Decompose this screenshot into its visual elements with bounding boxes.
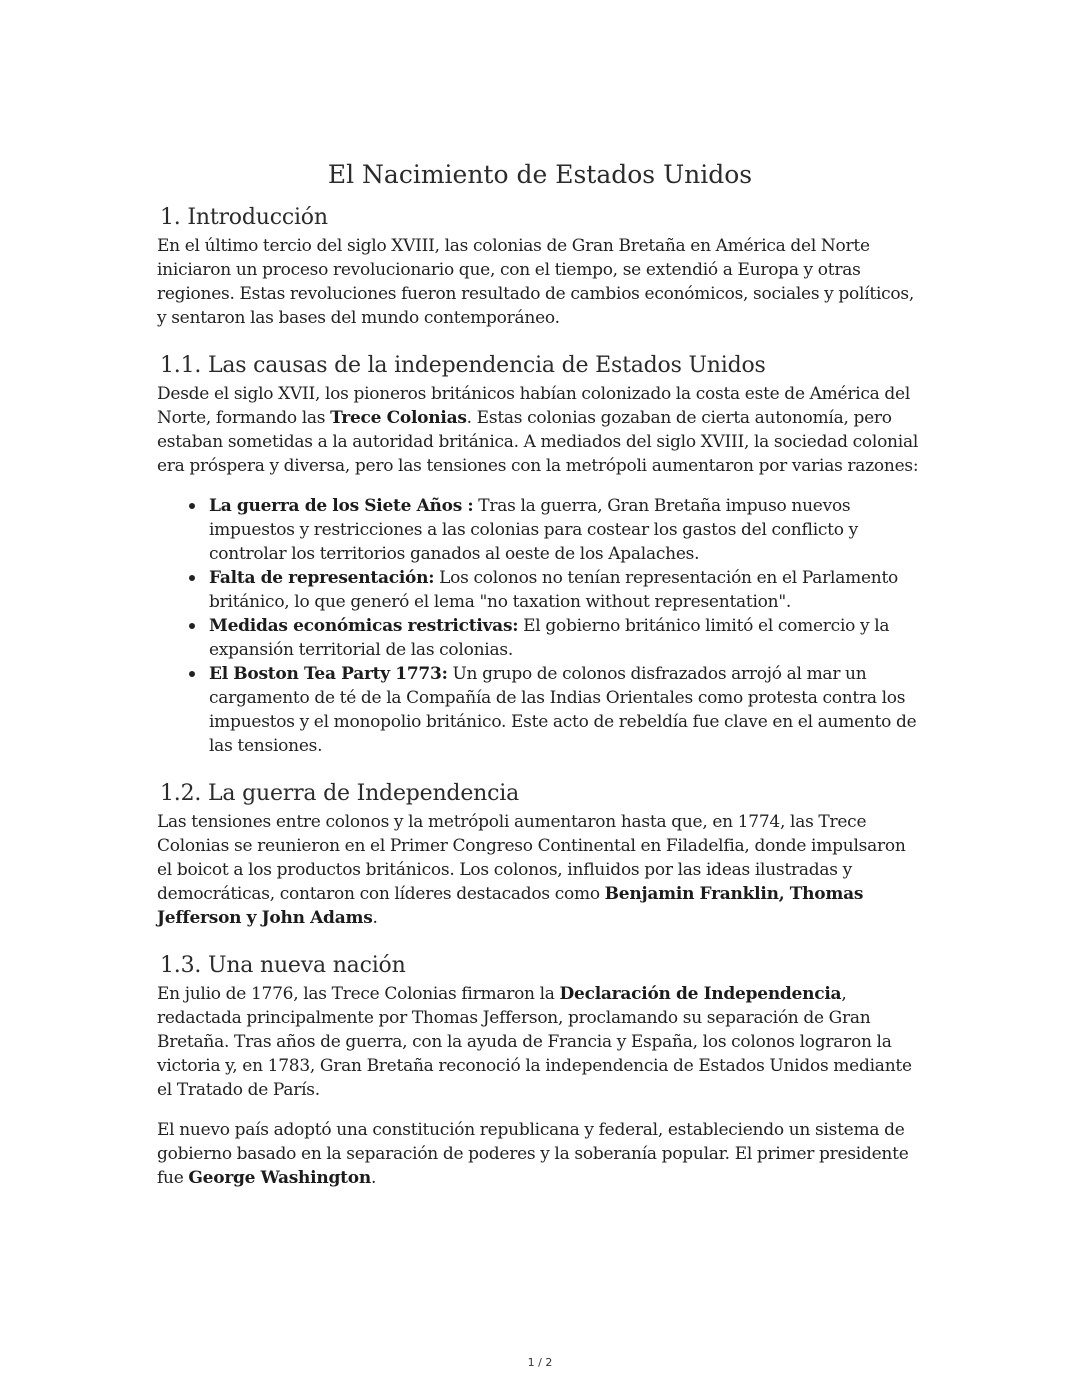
list-item	[209, 566, 923, 614]
list-item-text: Los colonos no tenían representación en el Parlamento británico, lo que generó el lema "no taxation without representation".	[209, 568, 899, 612]
list-item-title: El Boston Tea Party 1773:	[209, 664, 448, 684]
intro-paragraph: En el último tercio del siglo XVIII, las colonias de Gran Bretaña en América del Norte iniciaron un proceso revolucionario que, con el tiempo, se extendió a Europa y otras regiones. Estas revoluciones fueron resultado de cambios económicos, sociales y políticos, y sentaron las bases del mundo contemporáneo.	[157, 236, 915, 328]
causes-list	[157, 494, 923, 758]
section-causes	[157, 352, 923, 758]
war-text-after: .	[372, 908, 378, 928]
list-item-text: El gobierno británico limitó el comercio y la expansión territorial de las colonias.	[209, 616, 890, 660]
section-heading-war: 1.2. La guerra de Independencia	[160, 781, 519, 806]
war-paragraph	[157, 810, 923, 930]
nation-paragraph-2	[157, 1118, 923, 1190]
bullet-icon	[189, 671, 195, 677]
causes-paragraph	[157, 382, 923, 478]
list-item-title: La guerra de los Siete Años :	[209, 496, 474, 516]
list-item-title: Falta de representación:	[209, 568, 435, 588]
section-war	[157, 780, 923, 930]
list-item	[209, 662, 923, 758]
nation-p2-before: El nuevo país adoptó una constitución republicana y federal, estableciendo un sistema de gobierno basado en la separación de poderes y la soberanía popular. El primer presidente fue	[157, 1120, 909, 1188]
war-text-before: Las tensiones entre colonos y la metrópoli aumentaron hasta que, en 1774, las Trece Colonias se reunieron en el Primer Congreso Continental en Filadelfia, donde impulsaron el boicot a los productos británicos. Los colonos, influidos por las ideas ilustradas y democráticas, contaron con líderes destacados como	[157, 812, 906, 904]
causes-text-after: . Estas colonias gozaban de cierta autonomía, pero estaban sometidas a la autoridad británica. A mediados del siglo XVIII, la sociedad colonial era próspera y diversa, pero las tensiones con la metrópoli aumentaron por varias razones:	[157, 408, 919, 476]
nation-p2-after: .	[370, 1168, 377, 1188]
nation-paragraph-1	[157, 982, 923, 1102]
section-heading-introduction: 1. Introducción	[160, 205, 328, 230]
causes-text-bold: Trece Colonias	[330, 408, 467, 428]
section-introduction	[157, 204, 923, 330]
document-page	[157, 158, 923, 1190]
war-text-bold: Benjamin Franklin, Thomas Jefferson y John Adams	[157, 884, 864, 928]
bullet-icon	[189, 623, 195, 629]
list-item-text: Un grupo de colonos disfrazados arrojó al mar un cargamento de té de la Compañía de las Indias Orientales como protesta contra los impuestos y el monopolio británico. Este acto de rebeldía fue clave en el aumento de las tensiones.	[209, 664, 917, 756]
list-item-title: Medidas económicas restrictivas:	[209, 616, 519, 636]
bullet-icon	[189, 503, 195, 509]
nation-p2-bold: George Washington	[188, 1168, 371, 1188]
nation-p1-after: , redactada principalmente por Thomas Jefferson, proclamando su separación de Gran Bretaña. Tras años de guerra, con la ayuda de Francia y España, los colonos lograron la victoria y, en 1783, Gran Bretaña reconoció la independencia de Estados Unidos mediante el Tratado de París.	[157, 984, 912, 1100]
causes-text-before: Desde el siglo XVII, los pioneros británicos habían colonizado la costa este de América del Norte, formando las	[157, 384, 911, 428]
nation-p1-bold: Declaración de Independencia	[559, 984, 842, 1004]
nation-p1-before: En julio de 1776, las Trece Colonias firmaron la	[157, 984, 560, 1004]
section-heading-nation: 1.3. Una nueva nación	[160, 953, 406, 978]
list-item	[209, 494, 923, 566]
list-item	[209, 614, 923, 662]
page-indicator: 1 / 2	[527, 1356, 553, 1369]
document-title: El Nacimiento de Estados Unidos	[327, 160, 753, 189]
section-nation	[157, 952, 923, 1190]
list-item-text: Tras la guerra, Gran Bretaña impuso nuevos impuestos y restricciones a las colonias para costear los gastos del conflicto y controlar los territorios ganados al oeste de los Apalaches.	[209, 496, 858, 564]
section-heading-causes: 1.1. Las causas de la independencia de Estados Unidos	[160, 353, 766, 378]
bullet-icon	[189, 575, 195, 581]
